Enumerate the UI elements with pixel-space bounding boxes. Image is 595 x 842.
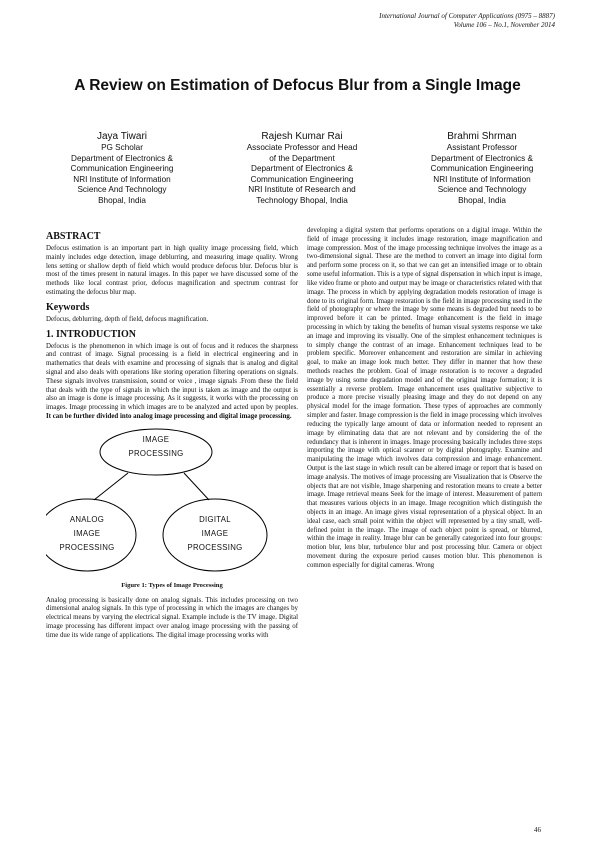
- node-label-line: IMAGE: [142, 434, 170, 444]
- author-affiliation-line: Department of Electronics &: [71, 153, 173, 163]
- author-3: [402, 130, 562, 207]
- node-label-line: PROCESSING: [59, 542, 115, 552]
- top-node-label: [110, 433, 202, 461]
- author-name: Jaya Tiwari: [96, 131, 147, 142]
- author-affiliation-line: NRI Institute of Research and: [248, 185, 356, 195]
- journal-header: [379, 12, 555, 30]
- right-column-text: developing a digital system that performs operations on a digital image. Within the field of image processing it includes image restoration, image magnification and image compression. Most of the image processing technique involves the image as a two-dimensional signal. These are the method to convert an image into digital form and perform some process on it, so that we can get an intensified image or to obtain some useful information. This is a type of signal dispensation in which input is image, like video frame or photo and output may be image or characteristics related with that image. The process in which by applying degradation models restoration of image is done to its original form. Image restoration is the field in image processing used in the field of photography or where the image by some means is degraded but needs to be improved before it can be printed. Image enhancement is the field in image processing in which by taking the benefits of human visual systems response we take an image and improving its visually. One of the simplest enhancement techniques is to simply change the contrast of an image. Enhancement techniques lead to be problem specific. Moreover enhancement and restoration are similar in achieving goal, to make an image look much better. They differ in manner that how these methods reaches the problem. Goal of image restoration is to recover a degraded image by using some degradation model and of the original image formation; it is essentially a reverse problem. Image enhancement uses qualitative subjective to produce a more precise visually pleasing image and they do not depend on any physical model for the image formation. These types of approaches are commonly simpler and faster. Image compression is the field in image processing which involves reducing the typically large amount of data or information needed to represent an image by eliminating data that are not relevant and by considering the of the redundancy that is inherent in images. Image processing basically includes three steps importing the image with optical scanner or by digital photography. Examine and manipulating the image which involves data compression and image enhancement. Output is the last stage in which result can be altered image or report that is based on image analysis. The motives of image processing are Visualization that is Observe the objects that are not visible, Image sharpening and restoration means to create a better image. Image retrieval means Seek for the image of interest. Measurement of pattern that measures various objects in an image. Image recognition which distinguish the objects in an image. An image gives visual representation of a physical object. In an ideal case, each small point within the object will represented by a tiny small, well-defined point in the image. The image of each object point is spread, or blurred, within the image in reality. Image blur can be generally categorized into four groups: motion blur, lens blur, turbulence blur and post processing blur. Camera or object movement during the exposure period causes motion blur. This phenomenon is common especially for digital cameras. Wrong: [307, 227, 542, 569]
- author-affiliation-line: Science And Technology: [77, 185, 167, 195]
- author-1: [42, 130, 202, 207]
- node-label-line: PROCESSING: [187, 542, 243, 552]
- paper-title: A Review on Estimation of Defocus Blur from a Single Image: [74, 77, 521, 94]
- left-node-label: [42, 513, 132, 555]
- author-affiliation-line: Technology Bhopal, India: [256, 195, 348, 205]
- node-label-line: IMAGE: [73, 528, 101, 538]
- author-block: [42, 130, 562, 207]
- analog-processing-text: Analog processing is basically done on analog signals. This includes processing on two dimensional analog signals. In this type of processing in which the images are changes by electrical means by varying the electrical signal. Example include is the TV image. Digital image processing has different impact over analog image processing with the passing of time due its wide range of applications. The digital image processing works with: [46, 596, 298, 639]
- node-label-line: ANALOG: [69, 514, 105, 524]
- journal-volume: Volume 106 – No.1, November 2014: [453, 21, 555, 29]
- right-node-label: [170, 513, 260, 555]
- author-affiliation-line: Communication Engineering: [70, 164, 174, 174]
- author-affiliation-line: Communication Engineering: [250, 174, 354, 184]
- author-affiliation-line: PG Scholar: [101, 143, 143, 152]
- author-affiliation-line: NRI Institute of Information: [73, 174, 171, 184]
- author-affiliation-line: Communication Engineering: [430, 164, 534, 174]
- author-affiliation-line: Assistant Professor: [446, 143, 518, 152]
- figure-1-diagram: [46, 428, 298, 578]
- page-number: 46: [534, 826, 541, 834]
- introduction-bold-tail: It can be further divided into analog image processing and digital image processing.: [46, 412, 292, 420]
- journal-name: International Journal of Computer Applications (0975 – 8887): [379, 12, 555, 20]
- edge-top-left: [94, 473, 128, 500]
- author-affiliation-line: Science and Technology: [437, 185, 527, 195]
- right-column: [307, 227, 542, 575]
- author-affiliation-line: Department of Electronics &: [431, 153, 533, 163]
- introduction-body: Defocus is the phenomenon in which image is out of focus and it reduces the sharpness and contrast of image. Signal processing is a field in electrical engineering and in mathematics that deals with examine and processing of signals that is analog and digital signal and also deals with operations like storing operation filtering operations on signals. These signals involves transmission, sound or voice , image signals .From these the field that deals with the type of signals in which the input is taken as image and the output is also an image is done is image processing. As it suggests, it works with the processing on images. Image processing in which images are to be analyzed and acted upon by peoples.: [46, 342, 298, 412]
- node-label-line: IMAGE: [201, 528, 229, 538]
- left-column: [46, 231, 298, 645]
- author-affiliation-line: Bhopal, India: [458, 195, 506, 205]
- author-name: Rajesh Kumar Rai: [261, 131, 343, 142]
- introduction-heading: 1. INTRODUCTION: [46, 328, 137, 340]
- edge-top-right: [184, 473, 209, 500]
- author-affiliation-line: Associate Professor and Head: [246, 143, 358, 152]
- introduction-text: [46, 343, 298, 422]
- keywords-heading: Keywords: [46, 301, 90, 313]
- author-2: [222, 130, 382, 207]
- author-affiliation-line: of the Department: [269, 153, 335, 163]
- keywords-text: Defocus, deblurring, depth of field, defocus magnification.: [46, 315, 209, 323]
- abstract-text: Defocus estimation is an important part in high quality image processing field, which mainly includes edge detection, image deblurring, and measuring image quality. Wrong lens setting or shallow depth of field which would produce defocus blur. Defocus blur is most of the times present in natural images. In this paper we have discussed some of the methods like local contrast prior, defocus magnification and spectrum contrast for estimating the defocus blur map.: [46, 245, 298, 296]
- author-affiliation-line: Bhopal, India: [98, 195, 146, 205]
- node-label-line: DIGITAL: [199, 514, 231, 524]
- node-label-line: PROCESSING: [128, 448, 184, 458]
- figure-caption: Figure 1: Types of Image Processing: [121, 581, 223, 589]
- author-name: Brahmi Shrman: [447, 131, 517, 142]
- author-affiliation-line: Department of Electronics &: [251, 164, 353, 174]
- abstract-heading: ABSTRACT: [46, 231, 101, 242]
- author-affiliation-line: NRI Institute of Information: [433, 174, 531, 184]
